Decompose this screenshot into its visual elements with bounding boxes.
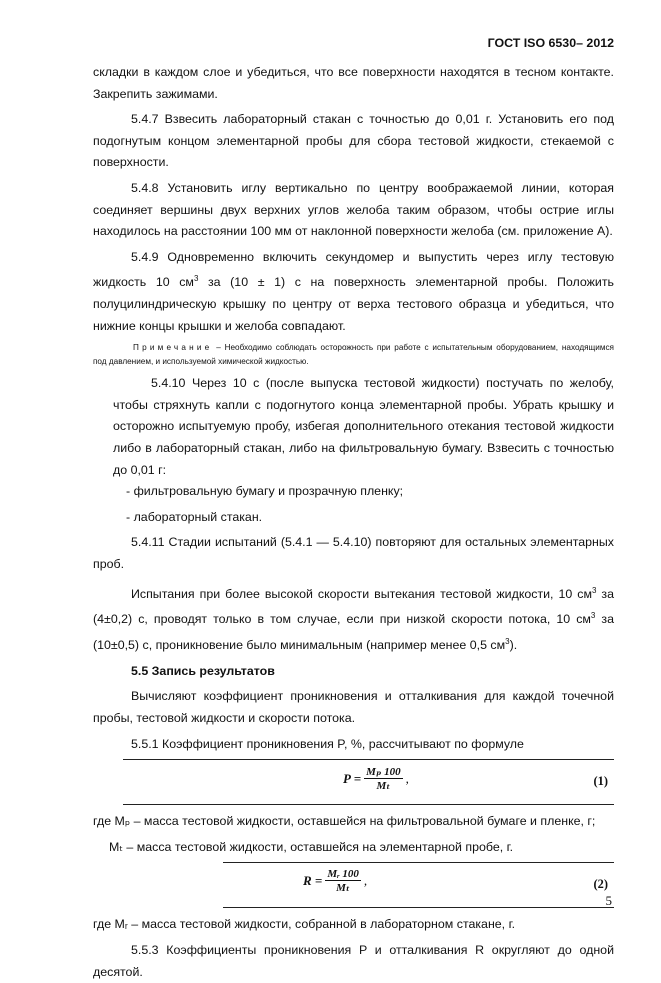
page-number: 5	[605, 893, 612, 908]
paragraph-high-speed: Испытания при более высокой скорости вытекания тестовой жидкости, 10 $см^3$ за (4±0,2) с, проводят только в том случае, если при низкой скорости потока, 10 $см^3$ за (10±0,5) с, проникновение было минимальным (например менее 0,5 $см^3$).	[93, 585, 614, 653]
note-label: Примечание	[133, 343, 213, 353]
paragraph-5-4-10: 5.4.10 Через 10 с (после выпуска тестовой жидкости) постучать по желобу, чтобы стряхнуть капли с подогнутого конца элементарной пробы. Убрать крышку и осторожно испытуемую пробу, избегая дополнительного отекания тестовой жидкости либо в лабораторный стакан, либо на фильтровальную бумагу. Взвесить с точностью до 0,01 г:	[113, 376, 614, 477]
paragraph-continuation: складки в каждом слое и убедиться, что все поверхности находятся в тесном контакте. Закрепить зажимами.	[93, 65, 614, 101]
paragraph-5-4-9: 5.4.9 Одновременно включить секундомер и выпустить через иглу тестовую жидкость 10 $см^3$ за (10 ± 1) с на поверхность элементарной пробы. Положить полуцилиндрическую крышку по центру от верха тестового образца и убедиться, что нижние концы крышки и желоба совпадают.	[93, 249, 614, 333]
paragraph-5-4-7: 5.4.7 Взвесить лабораторный стакан с точностью до 0,01 г. Установить его под подогнутым концом элементарной пробы для сбора тестовой жидкости, стекаемой с поверхности.	[93, 112, 614, 170]
paragraph-5-4-8: 5.4.8 Установить иглу вертикально по центру воображаемой линии, которая соединяет вершины двух верхних углов желоба таким образом, чтобы острие иглы находилось на расстоянии 100 мм от наклонной поверхности желоба (см. приложение А).	[93, 180, 614, 239]
formula-2	[223, 862, 614, 908]
list-item: - лабораторный стакан.	[126, 509, 263, 524]
formula-1-expression: P = $\frac{\text{Mₚ 100}}{\text{Mₜ}}$ ,	[343, 766, 409, 793]
paragraph-5-5-3: 5.5.3 Коэффициенты проникновения P и отталкивания R округляют до одной десятой.	[93, 942, 614, 979]
note-text: – Необходимо соблюдать осторожность при работе с испытательным оборудованием, находящимся под давлением, и используемой химической жидкостью.	[93, 343, 614, 367]
formula-2-expression: R = $\frac{\text{Mᵣ 100}}{\text{Mₜ}}$ ,	[303, 868, 368, 895]
where-mr: где Mᵣ – масса тестовой жидкости, собранной в лабораторном стакане, г.	[93, 917, 516, 932]
formula-2-number: (2)	[593, 877, 608, 892]
note	[93, 341, 614, 369]
page-content	[93, 62, 614, 983]
paragraph-5-5: Вычисляют коэффициент проникновения и отталкивания для каждой точечной пробы, тестовой жидкости и скорости потока.	[93, 689, 614, 725]
paragraph-5-5-1: 5.5.1 Коэффициент проникновения P, %, рассчитывают по формуле	[131, 736, 524, 751]
document-header: ГОСТ ISO 6530– 2012	[487, 36, 614, 50]
where-mt: Mₜ – масса тестовой жидкости, оставшейся на элементарной пробе, г.	[109, 839, 514, 854]
paragraph-5-4-11: 5.4.11 Стадии испытаний (5.4.1 — 5.4.10) повторяют для остальных элементарных проб.	[93, 535, 614, 571]
formula-1	[123, 759, 614, 805]
formula-1-number: (1)	[593, 774, 608, 789]
list-item: - фильтровальную бумагу и прозрачную пленку;	[126, 484, 404, 499]
where-mp: где Mₚ – масса тестовой жидкости, оставшейся на фильтровальной бумаге и пленке, г;	[93, 814, 596, 829]
section-heading-5-5: 5.5 Запись результатов	[131, 663, 275, 678]
